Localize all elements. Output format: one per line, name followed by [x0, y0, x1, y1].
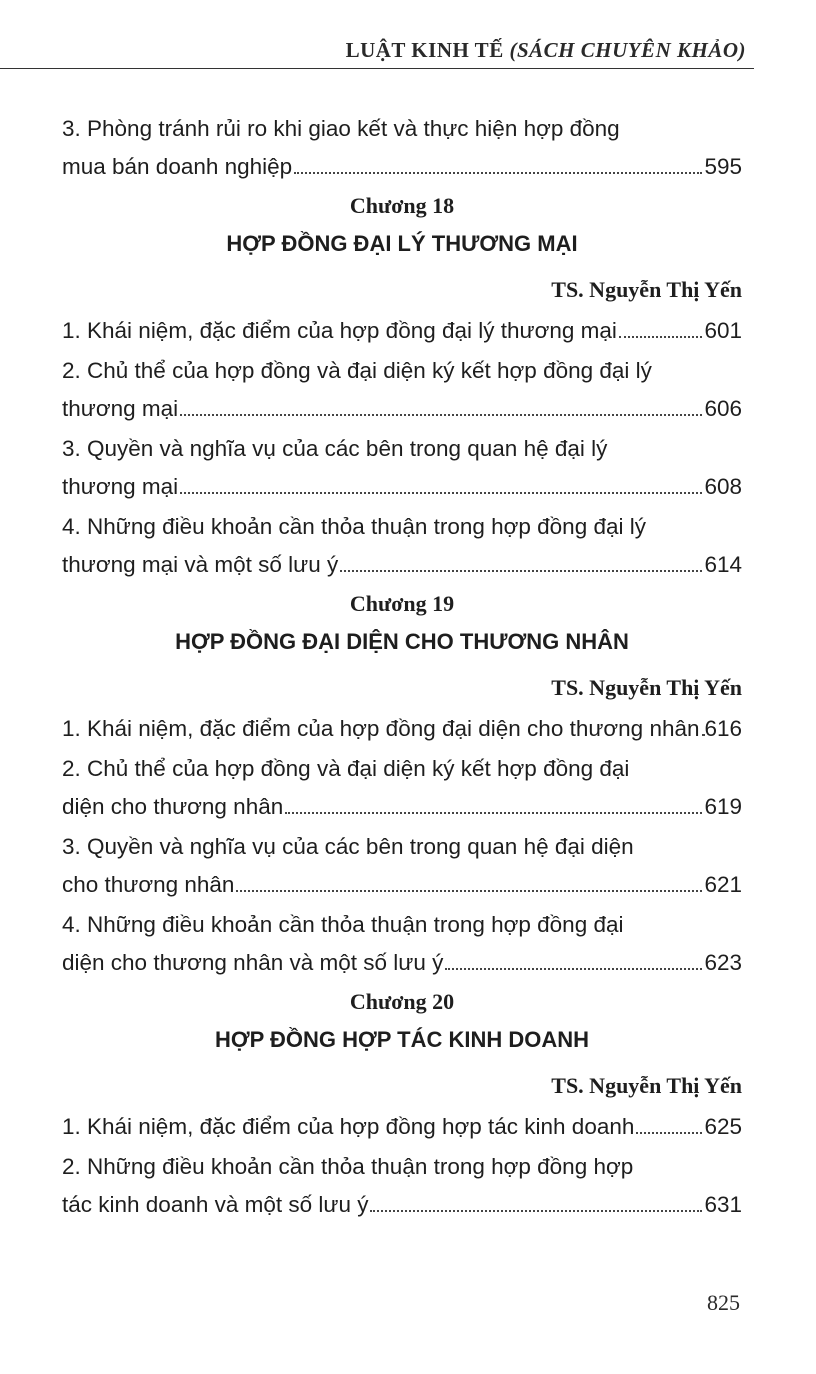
dot-leader [445, 967, 702, 970]
dot-leader [236, 889, 702, 892]
toc-page-number: 621 [704, 872, 742, 897]
toc-entry [62, 828, 742, 904]
toc-entry [62, 352, 742, 428]
toc-entry-line: 4. Những điều khoản cần thỏa thuận trong hợp đồng đại lý [62, 514, 646, 539]
book-title-main: LUẬT KINH TẾ [345, 38, 504, 62]
toc-entry-line: 2. Những điều khoản cần thỏa thuận trong hợp đồng hợp [62, 1154, 634, 1179]
toc-entry-line: 2. Chủ thể của hợp đồng và đại diện ký kết hợp đồng đại [62, 756, 630, 781]
toc-entry-line: 3. Phòng tránh rủi ro khi giao kết và thực hiện hợp đồng [62, 116, 620, 141]
header-rule [0, 68, 754, 69]
dot-leader [702, 733, 703, 736]
toc-entry-last-line [62, 944, 742, 982]
toc-page-number: 595 [704, 154, 742, 179]
toc-entry-last-line [62, 1108, 742, 1146]
toc-entry [62, 430, 742, 506]
toc-page-number: 614 [704, 552, 742, 577]
toc-entry [62, 312, 742, 350]
chapter-number: Chương 20 [349, 989, 455, 1014]
toc-entry-text: tác kinh doanh và một số lưu ý [62, 1192, 369, 1217]
toc-entry-last-line [62, 866, 742, 904]
toc-entry-text: 1. Khái niệm, đặc điểm của hợp đồng hợp tác kinh doanh [62, 1114, 635, 1139]
toc-entry-text: diện cho thương nhân và một số lưu ý [62, 950, 444, 975]
toc-entry-last-line [62, 710, 742, 748]
chapter-author: TS. Nguyễn Thị Yến [551, 1073, 742, 1098]
toc-entry [62, 906, 742, 982]
dot-leader [370, 1209, 702, 1212]
toc-entry [62, 110, 742, 186]
toc-entry-text: thương mại [62, 396, 179, 421]
page-number: 825 [707, 1290, 740, 1315]
toc-entry-last-line [62, 788, 742, 826]
toc-entry-text: thương mại [62, 474, 179, 499]
toc-entry-line: 2. Chủ thể của hợp đồng và đại diện ký kết hợp đồng đại lý [62, 358, 652, 383]
toc-page-number: 631 [704, 1192, 742, 1217]
dot-leader [636, 1131, 702, 1134]
toc-page-number: 625 [704, 1114, 742, 1139]
toc-entry-last-line [62, 148, 742, 186]
toc-entry-line: 3. Quyền và nghĩa vụ của các bên trong quan hệ đại lý [62, 436, 608, 461]
toc-page-number: 608 [704, 474, 742, 499]
chapter-title: HỢP ĐỒNG ĐẠI DIỆN CHO THƯƠNG NHÂN [175, 629, 629, 654]
dot-leader [180, 491, 702, 494]
chapter-list [62, 188, 742, 1224]
toc-entry-last-line [62, 390, 742, 428]
toc-entry-last-line [62, 546, 742, 584]
chapter-number: Chương 18 [349, 193, 455, 218]
book-title-sub: (SÁCH CHUYÊN KHẢO) [509, 38, 746, 62]
table-of-contents [62, 110, 742, 1226]
toc-entry-text: 1. Khái niệm, đặc điểm của hợp đồng đại diện cho thương nhân [62, 716, 700, 741]
dot-leader [180, 413, 702, 416]
dot-leader [294, 171, 702, 174]
toc-page-number: 616 [704, 716, 742, 741]
toc-entry-text: 1. Khái niệm, đặc điểm của hợp đồng đại lý thương mại [62, 318, 617, 343]
chapter-title: HỢP ĐỒNG ĐẠI LÝ THƯƠNG MẠI [226, 231, 578, 256]
toc-entry [62, 508, 742, 584]
toc-page-number: 601 [704, 318, 742, 343]
chapter-title: HỢP ĐỒNG HỢP TÁC KINH DOANH [214, 1027, 590, 1052]
dot-leader [285, 811, 702, 814]
toc-entry-last-line [62, 468, 742, 506]
toc-entry [62, 750, 742, 826]
book-title [346, 38, 746, 63]
chapter-number: Chương 19 [349, 591, 455, 616]
toc-entry-last-line [62, 1186, 742, 1224]
toc-entry-text: thương mại và một số lưu ý [62, 552, 339, 577]
toc-entry-text: diện cho thương nhân [62, 794, 284, 819]
dot-leader [340, 569, 702, 572]
toc-page-number: 606 [704, 396, 742, 421]
toc-entry-text: cho thương nhân [62, 872, 235, 897]
toc-entry [62, 1148, 742, 1224]
dot-leader [619, 335, 703, 338]
toc-entry [62, 710, 742, 748]
toc-entry-line: 3. Quyền và nghĩa vụ của các bên trong quan hệ đại diện [62, 834, 634, 859]
toc-entry-text: mua bán doanh nghiệp [62, 154, 293, 179]
chapter-author: TS. Nguyễn Thị Yến [551, 675, 742, 700]
toc-page-number: 623 [704, 950, 742, 975]
toc-entry-last-line [62, 312, 742, 350]
toc-page-number: 619 [704, 794, 742, 819]
toc-entry-line: 4. Những điều khoản cần thỏa thuận trong hợp đồng đại [62, 912, 624, 937]
chapter-author: TS. Nguyễn Thị Yến [551, 277, 742, 302]
running-header [0, 0, 816, 70]
toc-entry [62, 1108, 742, 1146]
